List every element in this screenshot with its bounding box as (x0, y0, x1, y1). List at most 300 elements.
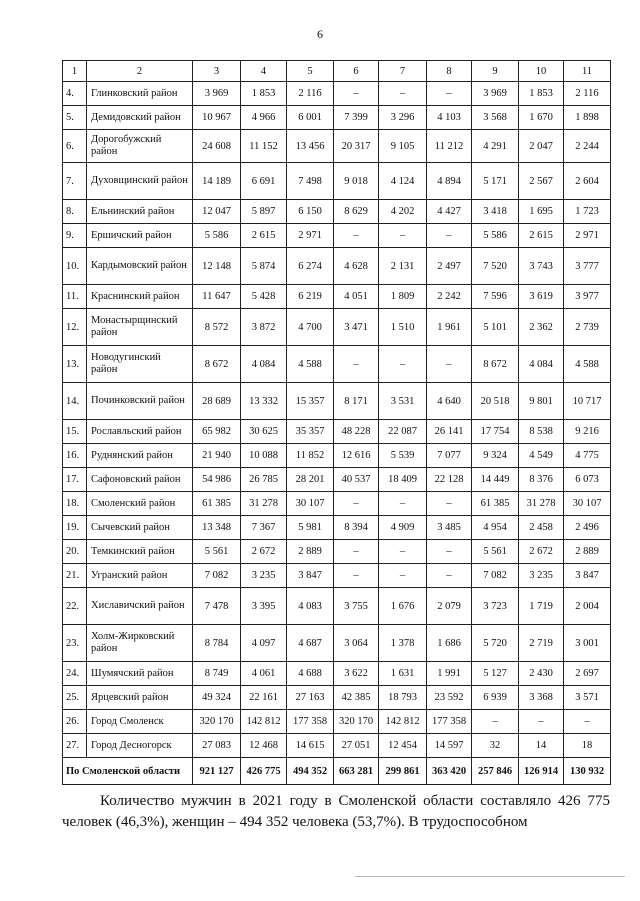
value-cell: 15 357 (287, 383, 334, 420)
value-cell: 2 497 (427, 248, 472, 285)
value-cell: 4 894 (427, 163, 472, 200)
total-value: 426 775 (241, 758, 287, 785)
row-number: 8. (63, 200, 87, 224)
value-cell: 22 087 (379, 420, 427, 444)
value-cell: 9 105 (379, 130, 427, 163)
table-row (63, 540, 611, 564)
value-cell: 1 670 (519, 106, 564, 130)
district-name: Демидовский район (87, 106, 193, 130)
value-cell: 31 278 (519, 492, 564, 516)
value-cell: 20 317 (334, 130, 379, 163)
value-cell: 6 073 (564, 468, 611, 492)
value-cell: 9 324 (472, 444, 519, 468)
district-name: Город Смоленск (87, 710, 193, 734)
value-cell: 17 754 (472, 420, 519, 444)
value-cell: 3 777 (564, 248, 611, 285)
row-number: 10. (63, 248, 87, 285)
value-cell: 3 395 (241, 588, 287, 625)
value-cell: 2 739 (564, 309, 611, 346)
value-cell: 2 242 (427, 285, 472, 309)
district-name: Ельнинский район (87, 200, 193, 224)
value-cell: 6 150 (287, 200, 334, 224)
total-value: 363 420 (427, 758, 472, 785)
district-name: Смоленский район (87, 492, 193, 516)
value-cell: 7 478 (193, 588, 241, 625)
header-cell: 5 (287, 61, 334, 82)
total-value: 126 914 (519, 758, 564, 785)
district-name: Краснинский район (87, 285, 193, 309)
table-row (63, 686, 611, 710)
value-cell: – (427, 346, 472, 383)
value-cell: 2 697 (564, 662, 611, 686)
value-cell: 13 456 (287, 130, 334, 163)
value-cell: 14 (519, 734, 564, 758)
value-cell: 4 124 (379, 163, 427, 200)
value-cell: 2 430 (519, 662, 564, 686)
row-number: 13. (63, 346, 87, 383)
table-row (63, 163, 611, 200)
value-cell: 48 228 (334, 420, 379, 444)
value-cell: 11 852 (287, 444, 334, 468)
value-cell: 4 291 (472, 130, 519, 163)
footer-rule (355, 876, 625, 877)
value-cell: 1 631 (379, 662, 427, 686)
value-cell: 2 719 (519, 625, 564, 662)
value-cell: 4 103 (427, 106, 472, 130)
body-paragraph (62, 791, 610, 833)
total-value: 257 846 (472, 758, 519, 785)
value-cell: 177 358 (427, 710, 472, 734)
value-cell: 2 889 (564, 540, 611, 564)
value-cell: 61 385 (472, 492, 519, 516)
value-cell: 4 549 (519, 444, 564, 468)
value-cell: 5 428 (241, 285, 287, 309)
value-cell: 7 082 (193, 564, 241, 588)
value-cell: 7 399 (334, 106, 379, 130)
value-cell: 5 101 (472, 309, 519, 346)
value-cell: 3 619 (519, 285, 564, 309)
value-cell: 3 743 (519, 248, 564, 285)
value-cell: 8 784 (193, 625, 241, 662)
table-row (63, 130, 611, 163)
district-name: Город Десногорск (87, 734, 193, 758)
value-cell: 1 510 (379, 309, 427, 346)
value-cell: 8 629 (334, 200, 379, 224)
value-cell: 2 131 (379, 248, 427, 285)
value-cell: 4 084 (519, 346, 564, 383)
value-cell: – (334, 346, 379, 383)
value-cell: 2 971 (287, 224, 334, 248)
header-cell: 1 (63, 61, 87, 82)
value-cell: 5 897 (241, 200, 287, 224)
value-cell: – (379, 540, 427, 564)
value-cell: 13 332 (241, 383, 287, 420)
value-cell: 8 394 (334, 516, 379, 540)
value-cell: 3 001 (564, 625, 611, 662)
value-cell: – (334, 564, 379, 588)
row-number: 12. (63, 309, 87, 346)
district-name: Ярцевский район (87, 686, 193, 710)
value-cell: 14 449 (472, 468, 519, 492)
value-cell: – (334, 540, 379, 564)
district-name: Глинковский район (87, 82, 193, 106)
total-value: 921 127 (193, 758, 241, 785)
district-name: Рославльский район (87, 420, 193, 444)
district-name: Шумячский район (87, 662, 193, 686)
value-cell: 4 083 (287, 588, 334, 625)
row-number: 25. (63, 686, 87, 710)
value-cell: 1 991 (427, 662, 472, 686)
value-cell: 320 170 (193, 710, 241, 734)
header-cell: 2 (87, 61, 193, 82)
table-row (63, 492, 611, 516)
value-cell: 2 971 (564, 224, 611, 248)
value-cell: 4 628 (334, 248, 379, 285)
row-number: 19. (63, 516, 87, 540)
district-name: Кардымовский район (87, 248, 193, 285)
value-cell: 3 847 (287, 564, 334, 588)
value-cell: 14 597 (427, 734, 472, 758)
value-cell: 2 604 (564, 163, 611, 200)
value-cell: – (379, 492, 427, 516)
value-cell: 12 468 (241, 734, 287, 758)
header-cell: 8 (427, 61, 472, 82)
value-cell: 14 189 (193, 163, 241, 200)
value-cell: 2 244 (564, 130, 611, 163)
header-cell: 4 (241, 61, 287, 82)
value-cell: 3 418 (472, 200, 519, 224)
value-cell: 3 471 (334, 309, 379, 346)
value-cell: 30 625 (241, 420, 287, 444)
value-cell: 7 077 (427, 444, 472, 468)
value-cell: 4 061 (241, 662, 287, 686)
header-cell: 10 (519, 61, 564, 82)
value-cell: – (379, 224, 427, 248)
value-cell: 2 615 (241, 224, 287, 248)
value-cell: 49 324 (193, 686, 241, 710)
value-cell: 2 567 (519, 163, 564, 200)
row-number: 15. (63, 420, 87, 444)
district-name: Новодугинский район (87, 346, 193, 383)
value-cell: 3 368 (519, 686, 564, 710)
value-cell: 30 107 (564, 492, 611, 516)
value-cell: 3 969 (472, 82, 519, 106)
district-name: Холм-Жирковский район (87, 625, 193, 662)
total-value: 299 861 (379, 758, 427, 785)
value-cell: – (564, 710, 611, 734)
row-number: 7. (63, 163, 87, 200)
value-cell: 8 749 (193, 662, 241, 686)
district-name: Сычевский район (87, 516, 193, 540)
value-cell: 2 496 (564, 516, 611, 540)
value-cell: 5 981 (287, 516, 334, 540)
value-cell: 2 004 (564, 588, 611, 625)
value-cell: – (379, 564, 427, 588)
value-cell: 3 755 (334, 588, 379, 625)
table-row (63, 106, 611, 130)
value-cell: 2 116 (564, 82, 611, 106)
value-cell: 2 079 (427, 588, 472, 625)
value-cell: 2 362 (519, 309, 564, 346)
value-cell: 65 982 (193, 420, 241, 444)
value-cell: 4 909 (379, 516, 427, 540)
value-cell: 1 898 (564, 106, 611, 130)
value-cell: 4 051 (334, 285, 379, 309)
table-row (63, 82, 611, 106)
value-cell: 14 615 (287, 734, 334, 758)
value-cell: 26 141 (427, 420, 472, 444)
value-cell: 20 518 (472, 383, 519, 420)
value-cell: 9 801 (519, 383, 564, 420)
table-row (63, 625, 611, 662)
value-cell: 2 116 (287, 82, 334, 106)
value-cell: 2 672 (241, 540, 287, 564)
value-cell: 1 809 (379, 285, 427, 309)
value-cell: 12 148 (193, 248, 241, 285)
value-cell: 11 647 (193, 285, 241, 309)
value-cell: 5 874 (241, 248, 287, 285)
value-cell: 5 586 (193, 224, 241, 248)
table-row (63, 662, 611, 686)
header-cell: 3 (193, 61, 241, 82)
value-cell: 5 720 (472, 625, 519, 662)
value-cell: 6 691 (241, 163, 287, 200)
district-name: Починковский район (87, 383, 193, 420)
value-cell: – (334, 82, 379, 106)
value-cell: 1 961 (427, 309, 472, 346)
table-row (63, 710, 611, 734)
total-value: 494 352 (287, 758, 334, 785)
table-row (63, 383, 611, 420)
value-cell: 26 785 (241, 468, 287, 492)
value-cell: 61 385 (193, 492, 241, 516)
value-cell: 3 568 (472, 106, 519, 130)
value-cell: 10 717 (564, 383, 611, 420)
value-cell: 40 537 (334, 468, 379, 492)
value-cell: – (334, 224, 379, 248)
value-cell: 3 622 (334, 662, 379, 686)
row-number: 24. (63, 662, 87, 686)
value-cell: – (427, 492, 472, 516)
value-cell: 4 084 (241, 346, 287, 383)
value-cell: 6 939 (472, 686, 519, 710)
table-row (63, 309, 611, 346)
district-name: Дорогобужский район (87, 130, 193, 163)
row-number: 22. (63, 588, 87, 625)
header-cell: 6 (334, 61, 379, 82)
row-number: 20. (63, 540, 87, 564)
value-cell: 42 385 (334, 686, 379, 710)
value-cell: – (427, 224, 472, 248)
value-cell: 21 940 (193, 444, 241, 468)
value-cell: 7 520 (472, 248, 519, 285)
value-cell: 4 688 (287, 662, 334, 686)
value-cell: 28 689 (193, 383, 241, 420)
value-cell: 5 171 (472, 163, 519, 200)
value-cell: 1 853 (519, 82, 564, 106)
value-cell: 5 586 (472, 224, 519, 248)
district-name: Ершичский район (87, 224, 193, 248)
table-row (63, 564, 611, 588)
value-cell: 320 170 (334, 710, 379, 734)
value-cell: – (427, 540, 472, 564)
value-cell: 22 128 (427, 468, 472, 492)
value-cell: 9 018 (334, 163, 379, 200)
value-cell: 1 695 (519, 200, 564, 224)
value-cell: 30 107 (287, 492, 334, 516)
value-cell: – (427, 564, 472, 588)
district-name: Духовщинский район (87, 163, 193, 200)
value-cell: 3 571 (564, 686, 611, 710)
value-cell: 8 672 (193, 346, 241, 383)
value-cell: 5 539 (379, 444, 427, 468)
value-cell: – (427, 82, 472, 106)
district-name: Руднянский район (87, 444, 193, 468)
value-cell: 9 216 (564, 420, 611, 444)
value-cell: 142 812 (379, 710, 427, 734)
table-row (63, 285, 611, 309)
page-number: 6 (317, 27, 323, 41)
value-cell: 3 064 (334, 625, 379, 662)
value-cell: 27 163 (287, 686, 334, 710)
value-cell: 7 498 (287, 163, 334, 200)
total-value: 663 281 (334, 758, 379, 785)
district-name: Хиславичский район (87, 588, 193, 625)
total-value: 130 932 (564, 758, 611, 785)
value-cell: 3 723 (472, 588, 519, 625)
value-cell: 18 (564, 734, 611, 758)
value-cell: 5 561 (472, 540, 519, 564)
table-row (63, 734, 611, 758)
value-cell: 3 296 (379, 106, 427, 130)
value-cell: 24 608 (193, 130, 241, 163)
row-number: 11. (63, 285, 87, 309)
table-row (63, 444, 611, 468)
table-row (63, 420, 611, 444)
value-cell: 3 531 (379, 383, 427, 420)
value-cell: 3 969 (193, 82, 241, 106)
value-cell: 2 458 (519, 516, 564, 540)
district-name: Монастырщинский район (87, 309, 193, 346)
value-cell: – (334, 492, 379, 516)
district-name: Сафоновский район (87, 468, 193, 492)
population-table (62, 60, 611, 785)
value-cell: 177 358 (287, 710, 334, 734)
value-cell: 3 485 (427, 516, 472, 540)
row-number: 17. (63, 468, 87, 492)
value-cell: 3 977 (564, 285, 611, 309)
row-number: 6. (63, 130, 87, 163)
value-cell: 8 572 (193, 309, 241, 346)
value-cell: 1 723 (564, 200, 611, 224)
value-cell: 2 672 (519, 540, 564, 564)
value-cell: 3 847 (564, 564, 611, 588)
value-cell: 4 202 (379, 200, 427, 224)
value-cell: 7 082 (472, 564, 519, 588)
paragraph-text: Количество мужчин в 2021 году в Смоленской области составляло 426 775 человек (46,3%), женщин – 494 352 человека (53,7%). В трудоспособном (62, 793, 610, 830)
value-cell: 54 986 (193, 468, 241, 492)
total-row (63, 758, 611, 785)
header-cell: 11 (564, 61, 611, 82)
value-cell: 4 588 (287, 346, 334, 383)
value-cell: 8 376 (519, 468, 564, 492)
row-number: 14. (63, 383, 87, 420)
value-cell: 8 672 (472, 346, 519, 383)
row-number: 18. (63, 492, 87, 516)
value-cell: 4 588 (564, 346, 611, 383)
value-cell: 1 719 (519, 588, 564, 625)
value-cell: 4 640 (427, 383, 472, 420)
value-cell: 4 097 (241, 625, 287, 662)
value-cell: 3 235 (241, 564, 287, 588)
district-name: Угранский район (87, 564, 193, 588)
row-number: 16. (63, 444, 87, 468)
table-row (63, 200, 611, 224)
value-cell: 2 047 (519, 130, 564, 163)
district-name: Темкинский район (87, 540, 193, 564)
value-cell: 1 853 (241, 82, 287, 106)
value-cell: 35 357 (287, 420, 334, 444)
value-cell: 2 889 (287, 540, 334, 564)
value-cell: 22 161 (241, 686, 287, 710)
value-cell: 11 152 (241, 130, 287, 163)
value-cell: 2 615 (519, 224, 564, 248)
value-cell: 27 083 (193, 734, 241, 758)
row-number: 23. (63, 625, 87, 662)
value-cell: 4 687 (287, 625, 334, 662)
value-cell: – (519, 710, 564, 734)
row-number: 21. (63, 564, 87, 588)
value-cell: 6 001 (287, 106, 334, 130)
value-cell: 12 616 (334, 444, 379, 468)
value-cell: 18 793 (379, 686, 427, 710)
value-cell: 142 812 (241, 710, 287, 734)
value-cell: 5 561 (193, 540, 241, 564)
value-cell: 1 686 (427, 625, 472, 662)
value-cell: 8 171 (334, 383, 379, 420)
value-cell: 12 454 (379, 734, 427, 758)
table-row (63, 248, 611, 285)
value-cell: 27 051 (334, 734, 379, 758)
row-number: 4. (63, 82, 87, 106)
value-cell: 23 592 (427, 686, 472, 710)
table-header-row (63, 61, 611, 82)
value-cell: 5 127 (472, 662, 519, 686)
table-row (63, 224, 611, 248)
header-cell: 7 (379, 61, 427, 82)
row-number: 9. (63, 224, 87, 248)
table-row (63, 516, 611, 540)
table-row (63, 468, 611, 492)
value-cell: 13 348 (193, 516, 241, 540)
value-cell: 3 872 (241, 309, 287, 346)
value-cell: 7 367 (241, 516, 287, 540)
row-number: 5. (63, 106, 87, 130)
value-cell: 1 378 (379, 625, 427, 662)
value-cell: 31 278 (241, 492, 287, 516)
header-cell: 9 (472, 61, 519, 82)
total-label: По Смоленской области (63, 758, 193, 785)
value-cell: 12 047 (193, 200, 241, 224)
table-body (63, 61, 611, 785)
table-row (63, 346, 611, 383)
value-cell: 10 967 (193, 106, 241, 130)
value-cell: – (472, 710, 519, 734)
value-cell: – (379, 82, 427, 106)
value-cell: 32 (472, 734, 519, 758)
value-cell: 18 409 (379, 468, 427, 492)
value-cell: 7 596 (472, 285, 519, 309)
